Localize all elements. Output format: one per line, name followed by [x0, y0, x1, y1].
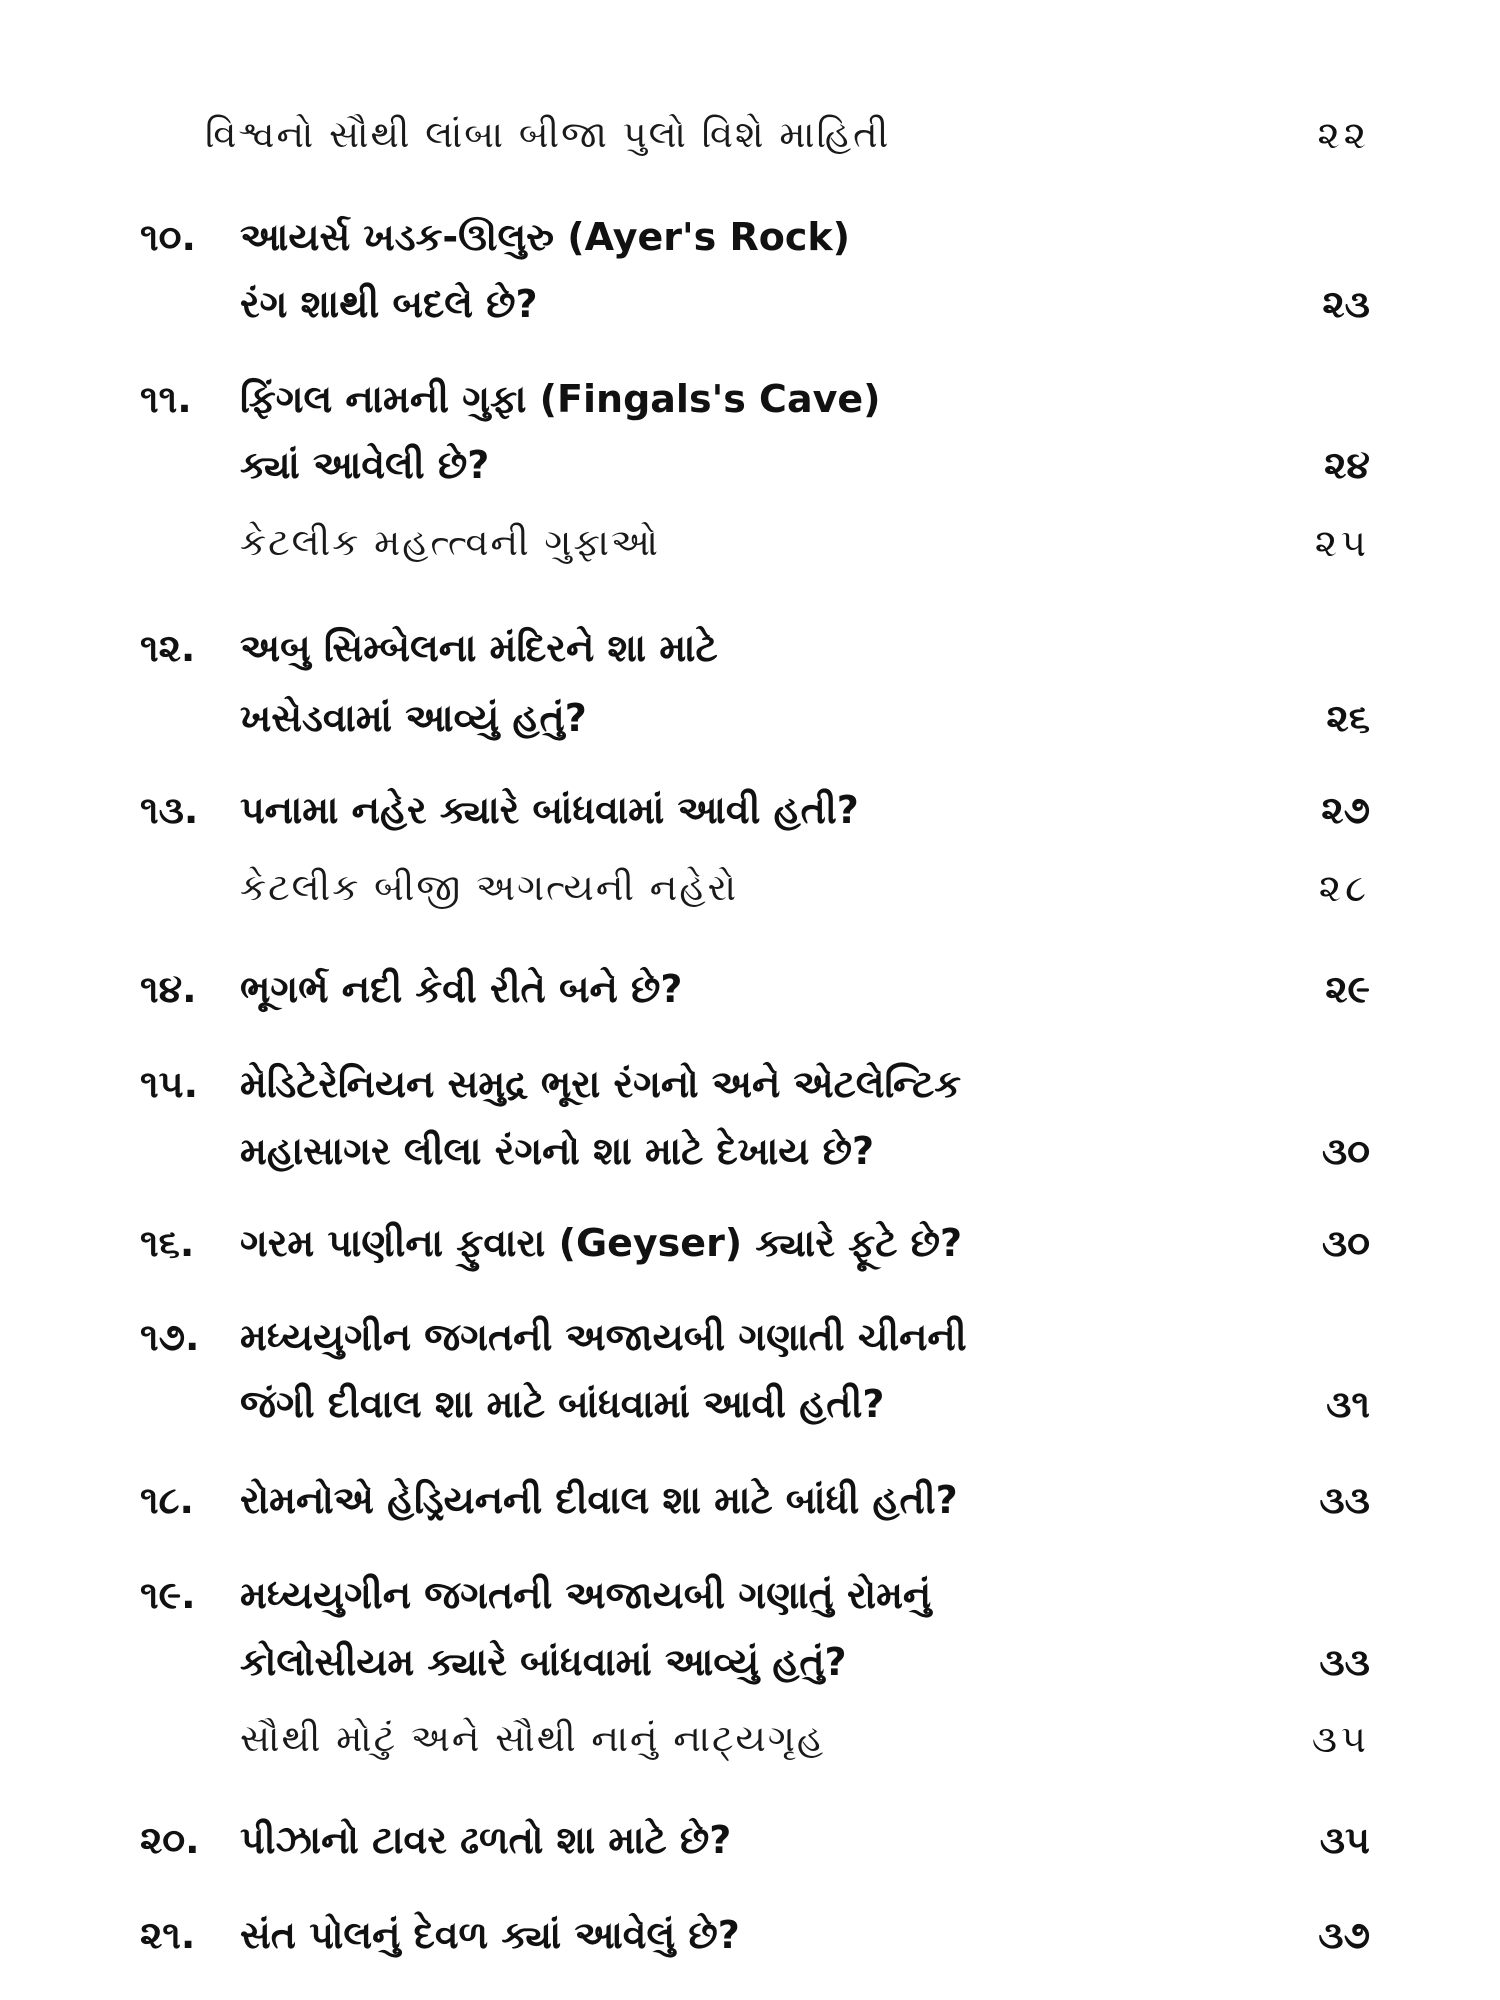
entry-text: કેટલીક મહત્ત્વની ગુફાઓ: [240, 521, 660, 564]
entry-page-number: ૨૬: [1326, 696, 1370, 740]
toc-entry: [0, 1903, 1500, 1967]
entry-text: રંગ શાથી બદલે છે?: [240, 282, 538, 326]
entry-page-number: ૩૧: [1326, 1382, 1370, 1426]
entry-page-number: ૩૦: [1321, 1129, 1370, 1173]
toc-entry: [0, 1563, 1500, 1627]
entry-text: સૌથી મોટું અને સૌથી નાનું નાટ્યગૃહ: [240, 1717, 826, 1760]
toc-entry-continuation: [0, 1630, 1500, 1694]
entry-text: વિશ્વનો સૌથી લાંબા બીજા પુલો વિશે માહિતી: [205, 113, 891, 156]
entry-page-number: ૩૫: [1311, 1717, 1370, 1761]
entry-text: ભૂગર્ભ નદી કેવી રીતે બને છે?: [240, 967, 683, 1011]
entry-page-number: ૩૫: [1319, 1818, 1370, 1862]
entry-text: પનામા નહેર ક્યારે બાંધવામાં આવી હતી?: [240, 788, 859, 832]
entry-text: મધ્યયુગીન જગતની અજાયબી ગણાતું રોમનું: [240, 1573, 932, 1617]
entry-page-number: ૨૩: [1322, 282, 1370, 326]
entry-page-number: ૩૩: [1319, 1640, 1370, 1684]
entry-text: કેટલીક બીજી અગત્યની નહેરો: [240, 866, 739, 909]
entry-number: ૧૬.: [140, 1221, 195, 1265]
toc-entry: [0, 957, 1500, 1021]
entry-text: અબુ સિમ્બેલના મંદિરને શા માટે: [240, 626, 718, 670]
entry-number: ૧૫.: [140, 1062, 199, 1106]
toc-subentry: [0, 856, 1500, 920]
toc-entry-continuation: [0, 686, 1500, 750]
entry-number: ૨૧.: [140, 1913, 196, 1957]
entry-text: કોલોસીયમ ક્યારે બાંધવામાં આવ્યું હતું?: [240, 1640, 847, 1684]
entry-number: ૧૪.: [140, 967, 197, 1011]
toc-subentry: [0, 511, 1500, 575]
toc-subentry: [0, 1707, 1500, 1771]
toc-entry: [0, 616, 1500, 680]
entry-text: આયર્સ ખડક-ઊલુરુ (Ayer's Rock): [240, 215, 850, 259]
entry-page-number: ૨૮: [1318, 866, 1370, 910]
entry-number: ૧૯.: [140, 1573, 196, 1617]
toc-entry: [0, 1305, 1500, 1369]
entry-page-number: ૩૭: [1318, 1913, 1370, 1957]
entry-number: ૧૧.: [140, 377, 192, 421]
entry-page-number: ૨૭: [1321, 788, 1370, 832]
entry-page-number: ૨૯: [1325, 967, 1370, 1011]
toc-entry: [0, 1468, 1500, 1532]
toc-subentry: [0, 103, 1500, 167]
toc-entry-continuation: [0, 433, 1500, 497]
entry-page-number: ૩૩: [1319, 1478, 1370, 1522]
entry-text: પીઝાનો ટાવર ઢળતો શા માટે છે?: [240, 1818, 732, 1862]
entry-number: ૧૦.: [140, 215, 196, 259]
toc-entry: [0, 205, 1500, 269]
toc-entry: [0, 778, 1500, 842]
entry-text: મહાસાગર લીલા રંગનો શા માટે દેખાય છે?: [240, 1129, 875, 1173]
toc-entry: [0, 1052, 1500, 1116]
toc-entry-continuation: [0, 1372, 1500, 1436]
entry-number: ૨૦.: [140, 1818, 200, 1862]
toc-entry-continuation: [0, 272, 1500, 336]
entry-text: મધ્યયુગીન જગતની અજાયબી ગણાતી ચીનની: [240, 1315, 967, 1359]
entry-page-number: ૨૨: [1317, 113, 1370, 157]
entry-number: ૧૩.: [140, 788, 199, 832]
entry-text: રોમનોએ હેડ્રિયનની દીવાલ શા માટે બાંધી હતી?: [240, 1478, 958, 1522]
entry-number: ૧૮.: [140, 1478, 194, 1522]
entry-text: ક્યાં આવેલી છે?: [240, 443, 490, 487]
entry-text: ખસેડવામાં આવ્યું હતું?: [240, 696, 587, 740]
entry-page-number: ૩૦: [1321, 1221, 1370, 1265]
toc-entry: [0, 367, 1500, 431]
entry-text: ફિંગલ નામની ગુફા (Fingals's Cave): [240, 377, 881, 421]
entry-text: સંત પોલનું દેવળ ક્યાં આવેલું છે?: [240, 1913, 740, 1957]
entry-number: ૧૭.: [140, 1315, 200, 1359]
entry-text: ગરમ પાણીના ફુવારા (Geyser) ક્યારે ફૂટે છે?: [240, 1221, 962, 1265]
entry-page-number: ૨૪: [1324, 443, 1370, 487]
toc-entry-continuation: [0, 1119, 1500, 1183]
toc-entry: [0, 1808, 1500, 1872]
toc-entry: [0, 1211, 1500, 1275]
entry-text: જંગી દીવાલ શા માટે બાંધવામાં આવી હતી?: [240, 1382, 885, 1426]
entry-text: મેડિટેરેનિયન સમુદ્ર ભૂરા રંગનો અને એટલેન્ટિક: [240, 1062, 962, 1106]
entry-page-number: ૨૫: [1314, 521, 1370, 565]
entry-number: ૧૨.: [140, 626, 196, 670]
